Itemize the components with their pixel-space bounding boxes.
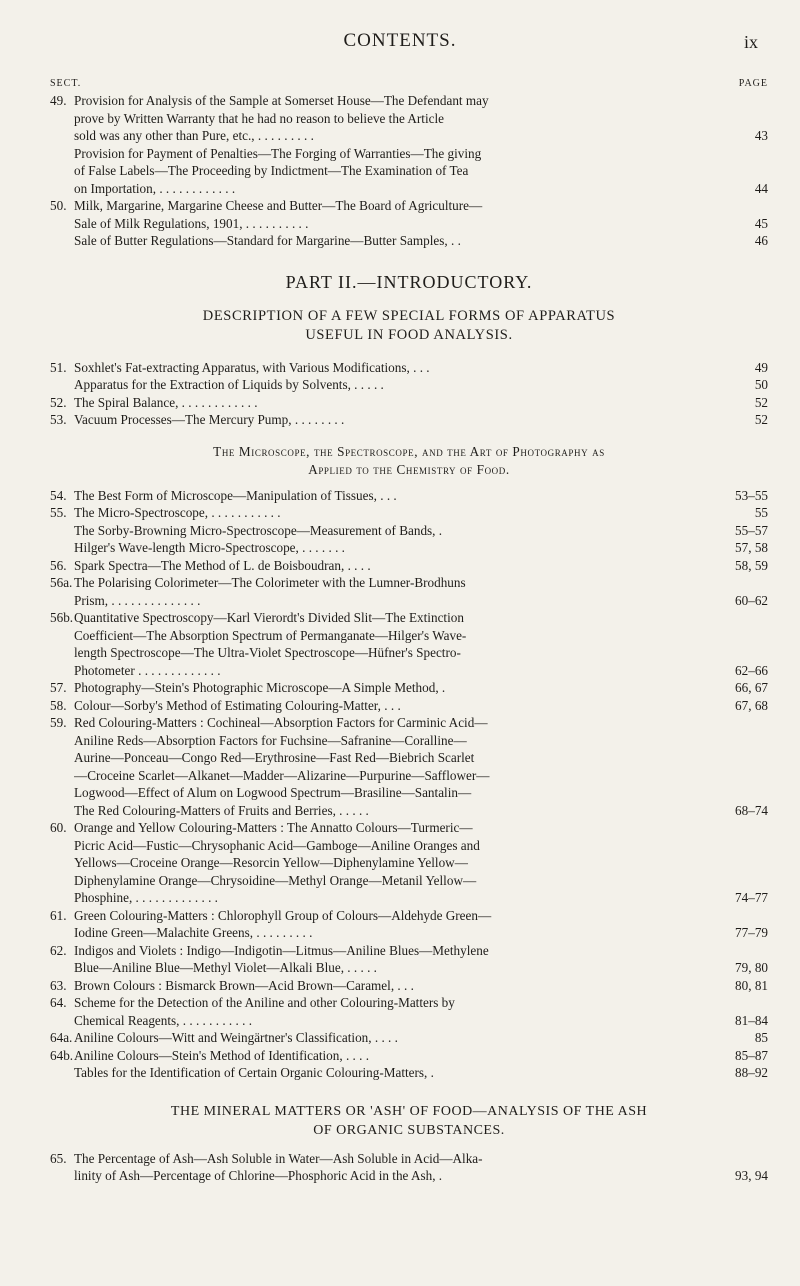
section-heading-line: The Microscope, the Spectroscope, and the Art of Photography as <box>213 443 605 459</box>
section-number: 55. <box>50 505 67 520</box>
page-reference: 66, 67 <box>731 679 768 697</box>
page-reference: 45 <box>751 215 768 233</box>
entry-text: Vacuum Processes—The Mercury Pump, . . . . . . . . <box>74 412 345 427</box>
page-reference: 62–66 <box>731 662 768 680</box>
entry-text: Picric Acid—Fustic—Chrysophanic Acid—Gamboge—Aniline Oranges and <box>74 837 480 853</box>
toc-entry-line <box>50 504 768 522</box>
entry-text: sold was any other than Pure, etc., . . . . . . . . . <box>74 128 314 143</box>
section-number: 50. <box>50 198 67 213</box>
entry-text: The Spiral Balance, . . . . . . . . . . . . <box>74 394 258 410</box>
entry-text: Yellows—Croceine Orange—Resorcin Yellow—Diphenylamine Yellow— <box>74 855 468 870</box>
entry-text: —Croceine Scarlet—Alkanet—Madder—Alizarine—Purpurine—Safflower— <box>74 767 490 783</box>
entry-text: Aniline Colours—Stein's Method of Identification, . . . . <box>74 1047 370 1063</box>
page-reference: 74–77 <box>731 889 768 907</box>
toc-entry-line <box>50 145 768 163</box>
toc-entry <box>50 679 768 697</box>
page-reference: 55–57 <box>731 522 768 540</box>
toc-entry-line <box>50 627 768 645</box>
toc-entry-line <box>50 359 768 377</box>
toc-entry-line <box>50 1012 768 1030</box>
entry-text: Orange and Yellow Colouring-Matters : The Annatto Colours—Turmeric— <box>74 820 473 835</box>
page-reference: 52 <box>751 411 768 429</box>
mineral-heading-line: THE MINERAL MATTERS OR 'ASH' OF FOOD—ANALYSIS OF THE ASH <box>170 1103 648 1119</box>
toc-entry-line <box>50 539 768 557</box>
entry-text: Green Colouring-Matters : Chlorophyll Group of Colours—Aldehyde Green— <box>74 907 492 923</box>
entry-text: Iodine Green—Malachite Greens, . . . . . . . . . <box>74 925 313 940</box>
entry-text: Soxhlet's Fat-extracting Apparatus, with Various Modifications, . . . <box>74 359 430 375</box>
entry-text: Quantitative Spectroscopy—Karl Vierordt's Divided Slit—The Extinction <box>74 610 464 625</box>
section-number: 62. <box>50 942 67 958</box>
page-reference: 77–79 <box>731 924 768 942</box>
toc-entry-line <box>50 1029 768 1047</box>
page-reference: 46 <box>751 232 768 250</box>
part-subheading <box>50 307 768 345</box>
page-reference: 49 <box>751 359 768 377</box>
entry-text: Scheme for the Detection of the Aniline and other Colouring-Matters by <box>74 995 455 1010</box>
section-heading <box>50 443 768 479</box>
toc-entry-line <box>50 889 768 907</box>
toc-entry-line <box>50 180 768 198</box>
entry-text: Hilger's Wave-length Micro-Spectroscope, . . . . . . . <box>74 540 345 555</box>
page-reference: 93, 94 <box>731 1167 768 1185</box>
sect-column-label: SECT. <box>50 78 82 89</box>
toc-entry <box>50 1064 768 1082</box>
entry-text: The Percentage of Ash—Ash Soluble in Water—Ash Soluble in Acid—Alka- <box>74 1150 483 1166</box>
toc-entry-line <box>50 854 768 872</box>
entry-text: Aniline Colours—Witt and Weingärtner's Classification, . . . . <box>74 1030 398 1045</box>
page-reference: 50 <box>751 376 768 394</box>
section-number: 52. <box>50 394 67 410</box>
toc-entry-line <box>50 127 768 145</box>
page-column-label: PAGE <box>738 78 768 89</box>
entry-text: Provision for Analysis of the Sample at Somerset House—The Defendant may <box>74 93 489 108</box>
entry-text: Red Colouring-Matters : Cochineal—Absorption Factors for Carminic Acid— <box>74 715 488 730</box>
page-reference: 81–84 <box>731 1012 768 1030</box>
entry-text: Brown Colours : Bismarck Brown—Acid Brown—Caramel, . . . <box>74 977 414 993</box>
page-reference: 79, 80 <box>731 959 768 977</box>
section-number: 56. <box>50 557 67 573</box>
toc-entry-line <box>50 1150 768 1168</box>
entry-text: The Micro-Spectroscope, . . . . . . . . . . . <box>74 505 281 520</box>
subheading-line: DESCRIPTION OF A FEW SPECIAL FORMS OF APPARATUS <box>202 307 616 324</box>
toc-entry <box>50 942 768 977</box>
mineral-heading-line: OF ORGANIC SUBSTANCES. <box>313 1122 505 1138</box>
page-reference: 85–87 <box>731 1047 768 1065</box>
section-heading-line: Applied to the Chemistry of Food. <box>308 461 510 477</box>
toc-entry-line <box>50 1167 768 1185</box>
section-number: 53. <box>50 412 67 427</box>
toc-entry <box>50 197 768 232</box>
toc-entry-line <box>50 644 768 662</box>
entry-text: The Best Form of Microscope—Manipulation of Tissues, . . . <box>74 487 397 503</box>
toc-entry <box>50 92 768 145</box>
entry-text: Aurine—Ponceau—Congo Red—Erythrosine—Fast Red—Biebrich Scarlet <box>74 750 475 765</box>
column-labels <box>50 78 768 92</box>
toc-entry <box>50 1150 768 1185</box>
entry-text: Phosphine, . . . . . . . . . . . . . <box>74 890 218 905</box>
page-reference: 55 <box>751 504 768 522</box>
apparatus-entry-list <box>50 359 768 429</box>
section-number: 65. <box>50 1150 67 1166</box>
microscope-entry-list <box>50 487 768 1082</box>
toc-entry <box>50 539 768 557</box>
toc-entry <box>50 609 768 679</box>
toc-entry <box>50 359 768 377</box>
toc-entry <box>50 411 768 429</box>
toc-entry <box>50 522 768 540</box>
toc-entry <box>50 977 768 995</box>
entry-text: Photography—Stein's Photographic Microscope—A Simple Method, . <box>74 680 446 695</box>
section-number: 59. <box>50 715 67 730</box>
mineral-heading <box>50 1102 768 1140</box>
entry-text: prove by Written Warranty that he had no reason to believe the Article <box>74 110 444 126</box>
toc-entry <box>50 697 768 715</box>
toc-entry-line <box>50 924 768 942</box>
page-reference: 57, 58 <box>731 539 768 557</box>
toc-entry <box>50 1029 768 1047</box>
page-reference: 80, 81 <box>731 977 768 995</box>
entry-text: Apparatus for the Extraction of Liquids by Solvents, . . . . . <box>74 377 384 392</box>
section-number: 54. <box>50 487 67 503</box>
toc-entry <box>50 487 768 505</box>
toc-entry-line <box>50 376 768 394</box>
toc-entry-line <box>50 215 768 233</box>
toc-entry-line <box>50 802 768 820</box>
entry-text: The Sorby-Browning Micro-Spectroscope—Measurement of Bands, . <box>74 522 443 538</box>
section-number: 63. <box>50 977 67 993</box>
section-number: 58. <box>50 697 67 713</box>
entry-text: Sale of Milk Regulations, 1901, . . . . . . . . . . <box>74 215 309 231</box>
toc-entry-line <box>50 394 768 412</box>
section-number: 57. <box>50 680 67 695</box>
part-heading: PART II.—INTRODUCTORY. <box>285 271 533 292</box>
toc-entry-line <box>50 872 768 890</box>
entry-text: on Importation, . . . . . . . . . . . . <box>74 180 236 196</box>
toc-entry-line <box>50 697 768 715</box>
page-reference: 85 <box>751 1029 768 1047</box>
toc-entry <box>50 994 768 1029</box>
part1-entry-list <box>50 92 768 250</box>
toc-entry <box>50 376 768 394</box>
mineral-entry-list <box>50 1150 768 1185</box>
toc-entry-line <box>50 959 768 977</box>
toc-entry <box>50 574 768 609</box>
entry-text: Chemical Reagents, . . . . . . . . . . . <box>74 1012 252 1028</box>
toc-entry <box>50 504 768 522</box>
toc-entry-line <box>50 411 768 429</box>
section-number: 61. <box>50 907 67 923</box>
entry-text: length Spectroscope—The Ultra-Violet Spectroscope—Hüfner's Spectro- <box>74 645 461 660</box>
toc-entry <box>50 1047 768 1065</box>
toc-entry-line <box>50 907 768 925</box>
toc-entry-line <box>50 662 768 680</box>
toc-entry-line <box>50 767 768 785</box>
section-number: 64a. <box>50 1030 73 1045</box>
entry-text: Sale of Butter Regulations—Standard for Margarine—Butter Samples, . . <box>74 233 461 248</box>
page-reference: 60–62 <box>731 592 768 610</box>
toc-entry-line <box>50 837 768 855</box>
toc-entry-line <box>50 162 768 180</box>
toc-entry-line <box>50 819 768 837</box>
section-number: 60. <box>50 820 67 835</box>
entry-text: Blue—Aniline Blue—Methyl Violet—Alkali Blue, . . . . . <box>74 960 377 975</box>
toc-entry <box>50 907 768 942</box>
section-number: 56b. <box>50 610 74 625</box>
toc-entry <box>50 145 768 198</box>
toc-entry-line <box>50 92 768 110</box>
page-reference: 53–55 <box>731 487 768 505</box>
toc-entry <box>50 232 768 250</box>
entry-text: Tables for the Identification of Certain Organic Colouring-Matters, . <box>74 1065 434 1080</box>
entry-text: Provision for Payment of Penalties—The Forging of Warranties—The giving <box>74 145 482 161</box>
toc-entry-line <box>50 522 768 540</box>
section-number: 49. <box>50 93 67 108</box>
toc-entry-line <box>50 574 768 592</box>
entry-text: Aniline Reds—Absorption Factors for Fuchsine—Safranine—Coralline— <box>74 732 467 748</box>
toc-entry <box>50 394 768 412</box>
entry-text: linity of Ash—Percentage of Chlorine—Phosphoric Acid in the Ash, . <box>74 1168 443 1183</box>
toc-entry <box>50 714 768 819</box>
toc-entry-line <box>50 977 768 995</box>
entry-text: The Polarising Colorimeter—The Colorimeter with the Lumner-Brodhuns <box>74 575 466 590</box>
section-number: 64. <box>50 995 67 1010</box>
page-reference: 52 <box>751 394 768 412</box>
toc-entry-line <box>50 679 768 697</box>
entry-text: The Red Colouring-Matters of Fruits and Berries, . . . . . <box>74 802 369 818</box>
toc-entry <box>50 819 768 907</box>
entry-text: Colour—Sorby's Method of Estimating Colouring-Matter, . . . <box>74 697 401 713</box>
toc-entry-line <box>50 1064 768 1082</box>
running-head <box>0 30 800 60</box>
toc-entry-line <box>50 784 768 802</box>
toc-entry-line <box>50 732 768 750</box>
toc-entry-line <box>50 749 768 767</box>
section-number: 64b. <box>50 1047 74 1063</box>
entry-text: Prism, . . . . . . . . . . . . . . <box>74 592 201 608</box>
contents-body <box>50 78 768 1185</box>
toc-entry-line <box>50 110 768 128</box>
toc-entry-line <box>50 714 768 732</box>
page-reference: 68–74 <box>731 802 768 820</box>
toc-entry-line <box>50 609 768 627</box>
toc-entry-line <box>50 1047 768 1065</box>
page-reference: 67, 68 <box>731 697 768 715</box>
page-folio: ix <box>743 32 758 52</box>
entry-text: of False Labels—The Proceeding by Indictment—The Examination of Tea <box>74 163 469 178</box>
entry-text: Milk, Margarine, Margarine Cheese and Butter—The Board of Agriculture— <box>74 198 483 213</box>
entry-text: Spark Spectra—The Method of L. de Boisboudran, . . . . <box>74 557 371 573</box>
entry-text: Indigos and Violets : Indigo—Indigotin—Litmus—Aniline Blues—Methylene <box>74 942 489 958</box>
subheading-line: USEFUL IN FOOD ANALYSIS. <box>305 326 513 343</box>
entry-text: Photometer . . . . . . . . . . . . . <box>74 662 221 678</box>
entry-text: Coefficient—The Absorption Spectrum of Permanganate—Hilger's Wave- <box>74 627 467 643</box>
entry-text: Diphenylamine Orange—Chrysoidine—Methyl Orange—Metanil Yellow— <box>74 872 477 888</box>
toc-entry-line <box>50 942 768 960</box>
section-number: 56a. <box>50 575 73 590</box>
toc-entry-line <box>50 197 768 215</box>
toc-entry-line <box>50 487 768 505</box>
page-reference: 58, 59 <box>731 557 768 575</box>
page-reference: 44 <box>751 180 768 198</box>
page-reference: 43 <box>751 127 768 145</box>
entry-text: Logwood—Effect of Alum on Logwood Spectrum—Brasiline—Santalin— <box>74 785 472 800</box>
section-number: 51. <box>50 359 67 375</box>
toc-entry-line <box>50 557 768 575</box>
toc-entry-line <box>50 232 768 250</box>
toc-entry-line <box>50 592 768 610</box>
toc-entry-line <box>50 994 768 1012</box>
running-title: CONTENTS. <box>343 30 457 51</box>
page-reference: 88–92 <box>731 1064 768 1082</box>
toc-entry <box>50 557 768 575</box>
